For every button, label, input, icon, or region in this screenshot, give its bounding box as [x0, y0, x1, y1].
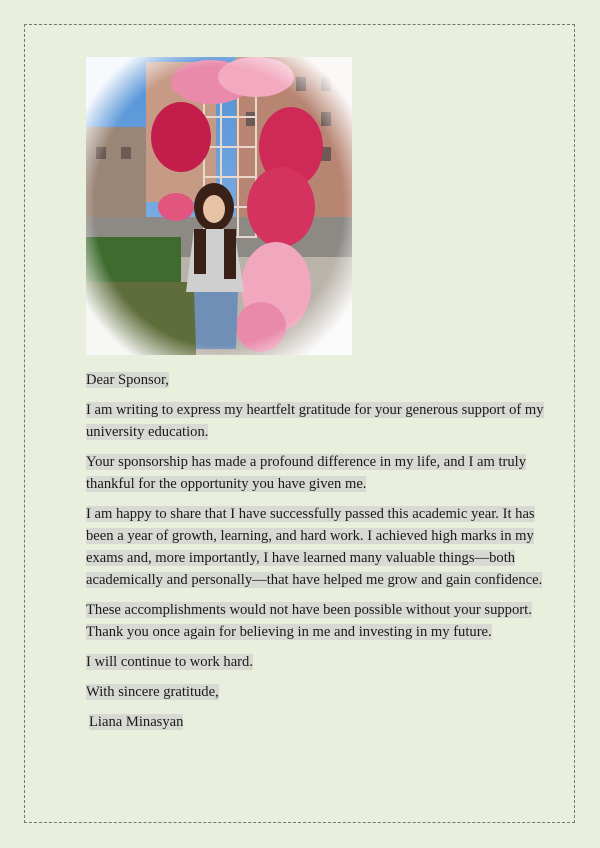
salutation: Dear Sponsor, [86, 372, 169, 388]
paragraph-achievements: I am happy to share that I have successfully passed this academic year. It has been a year of growth, learning, and hard work. I achieved high marks in my exams and, more importantly, I have learned many valuable things—both academically and personally—that have helped me grow and gain confidence. [86, 506, 543, 588]
closing: With sincere gratitude, [86, 684, 219, 700]
letter-body [86, 369, 551, 741]
paragraph-commitment: I will continue to work hard. [86, 654, 253, 670]
paragraph-impact: Your sponsorship has made a profound difference in my life, and I am truly thankful for the opportunity you have given me. [86, 454, 527, 492]
paragraph-gratitude: I am writing to express my heartfelt gratitude for your generous support of my university education. [86, 402, 544, 440]
photo-illustration [86, 57, 352, 355]
student-photo [86, 57, 352, 355]
paragraph-thanks: These accomplishments would not have been possible without your support. Thank you once again for believing in me and investing in my future. [86, 602, 532, 640]
signature: Liana Minasyan [89, 714, 184, 730]
